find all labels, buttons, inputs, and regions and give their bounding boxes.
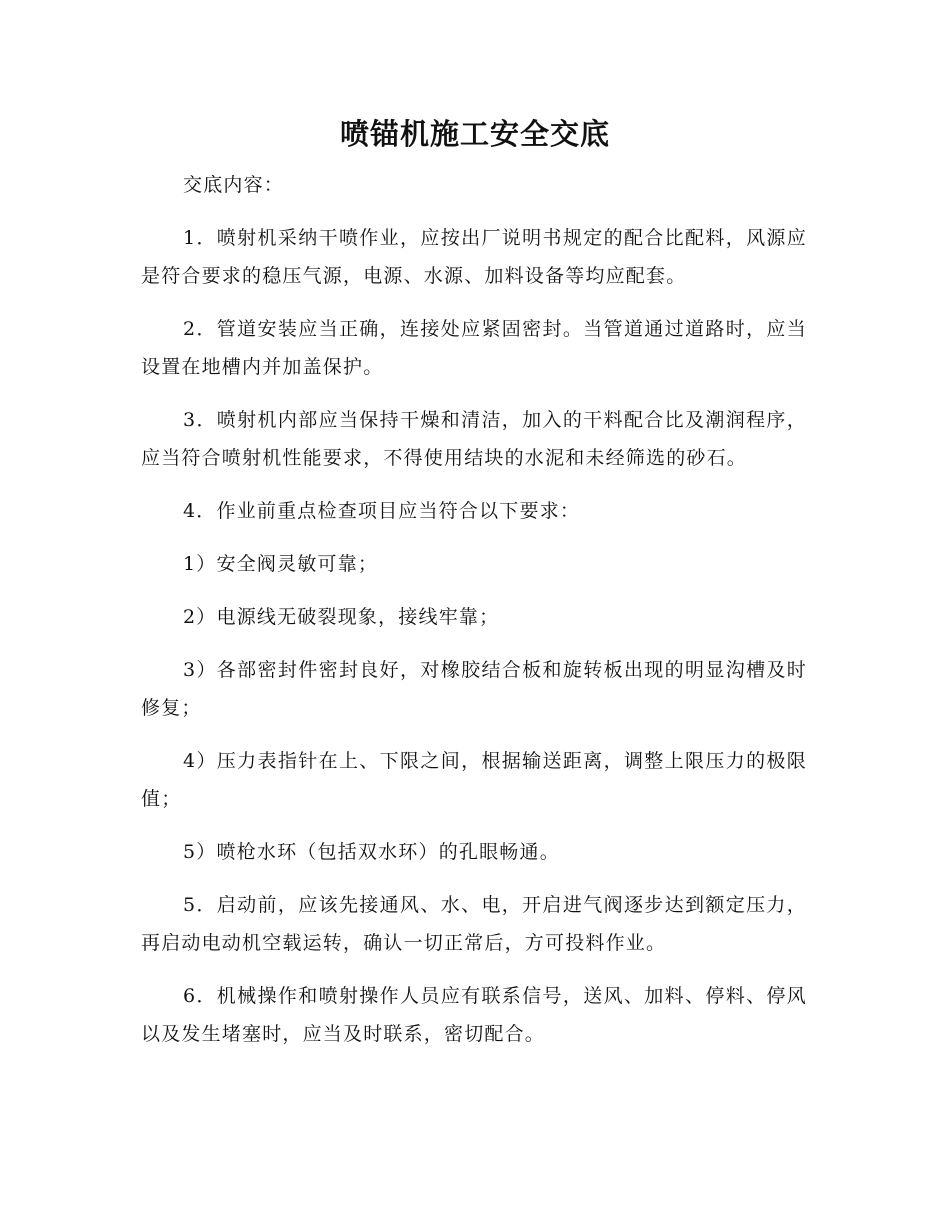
paragraph-item-2: 2．管道安装应当正确，连接处应紧固密封。当管道通过道路时，应当设置在地槽内并加盖保护。 xyxy=(141,318,807,378)
paragraph-item-6: 6．机械操作和喷射操作人员应有联系信号，送风、加料、停料、停风以及发生堵塞时，应当及时联系，密切配合。 xyxy=(141,985,807,1045)
paragraph-item-4: 4．作业前重点检查项目应当符合以下要求： xyxy=(183,500,581,522)
paragraph-item-1: 1．喷射机采纳干喷作业，应按出厂说明书规定的配合比配料，风源应是符合要求的稳压气源，电源、水源、加料设备等均应配套。 xyxy=(141,227,807,287)
document-title: 喷锚机施工安全交底 xyxy=(339,117,610,151)
paragraph-subitem-4: 4）压力表指针在上、下限之间，根据输送距离，调整上限压力的极限值； xyxy=(141,750,807,810)
document-body xyxy=(141,166,807,1068)
paragraph-subitem-2: 2）电源线无破裂现象，接线牢靠； xyxy=(183,606,500,628)
paragraph-item-5: 5．启动前，应该先接通风、水、电，开启进气阀逐步达到额定压力，再启动电动机空载运转，确认一切正常后，方可投料作业。 xyxy=(141,894,807,954)
paragraph-intro: 交底内容： xyxy=(183,174,285,196)
paragraph-subitem-1: 1）安全阀灵敏可靠； xyxy=(183,553,379,575)
paragraph-subitem-3: 3）各部密封件密封良好，对橡胶结合板和旋转板出现的明显沟槽及时修复； xyxy=(141,659,807,719)
paragraph-item-3: 3．喷射机内部应当保持干燥和清洁，加入的干料配合比及潮润程序，应当符合喷射机性能要求，不得使用结块的水泥和未经筛选的砂石。 xyxy=(141,409,807,469)
paragraph-subitem-5: 5）喷枪水环（包括双水环）的孔眼畅通。 xyxy=(183,841,560,863)
